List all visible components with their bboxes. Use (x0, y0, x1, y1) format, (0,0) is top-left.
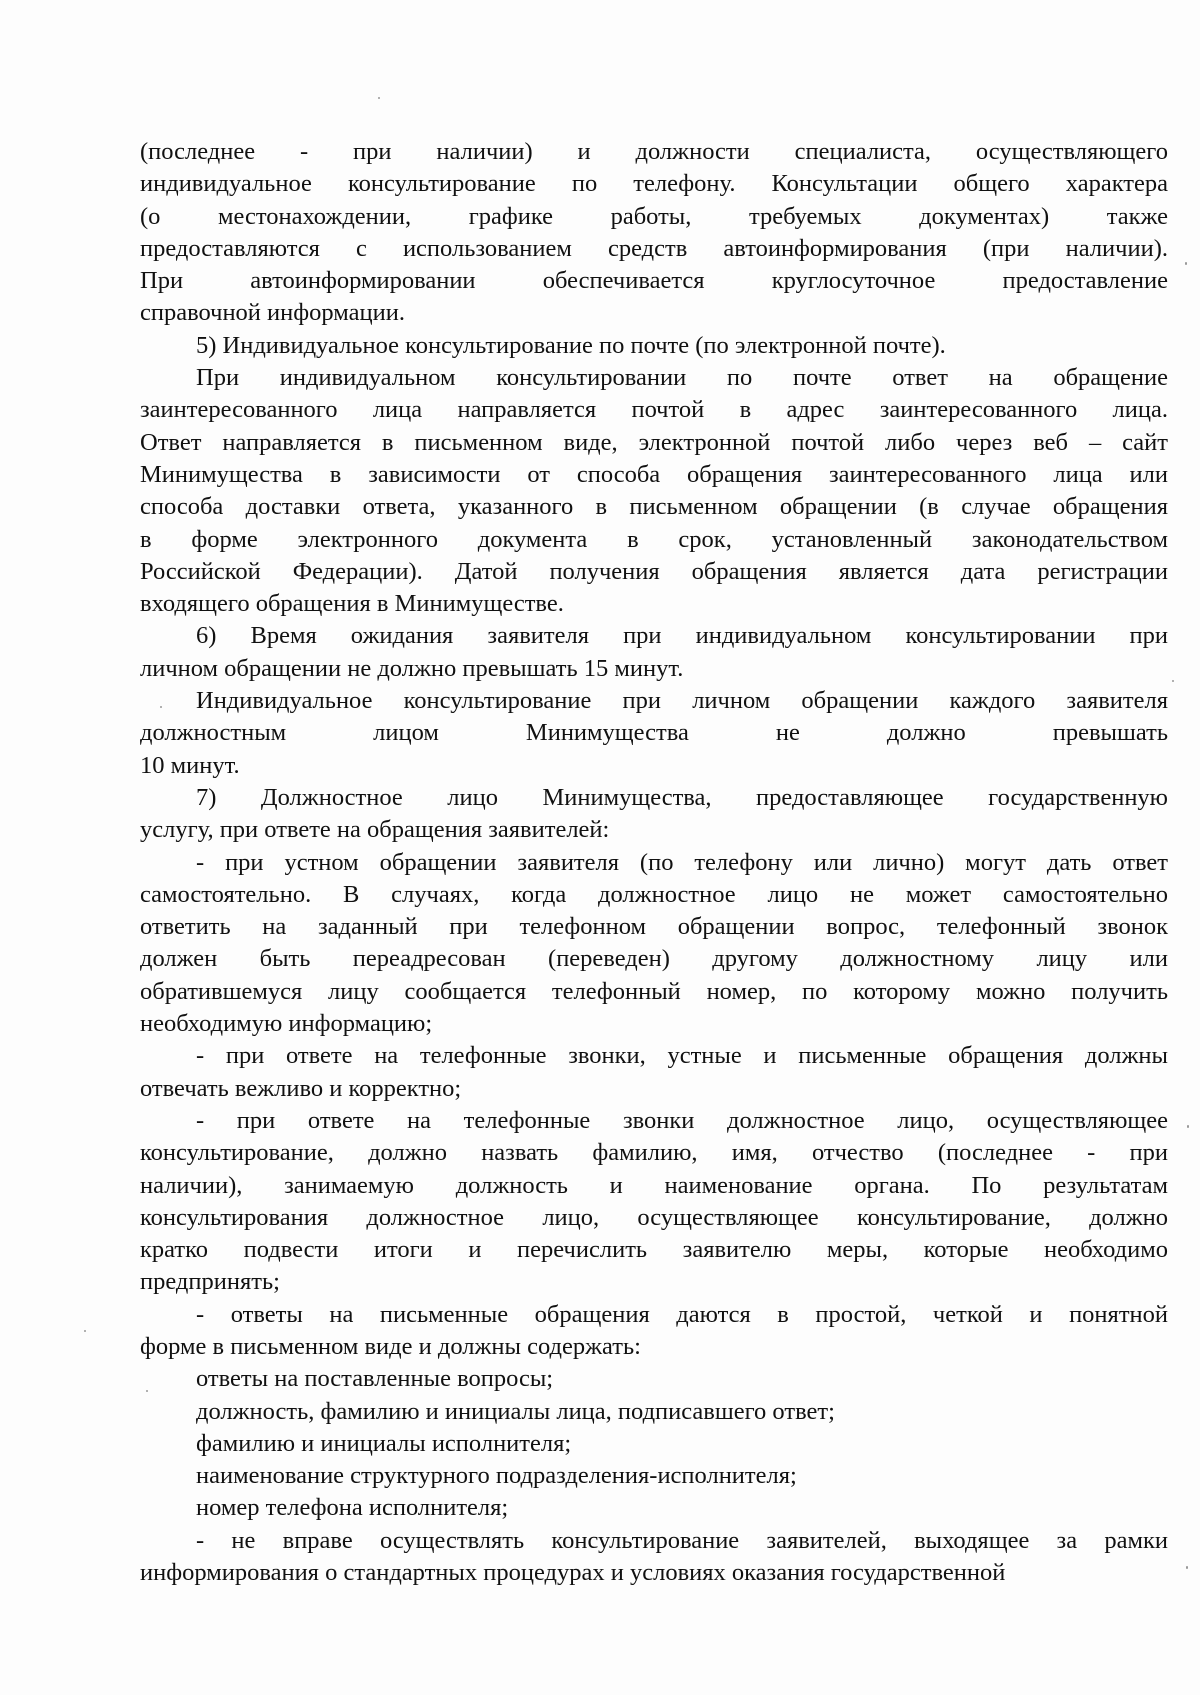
scan-speck (378, 97, 380, 99)
text-line: При индивидуальном консультировании по почте ответ на обращение (196, 364, 1168, 392)
text-line: заинтересованного лица направляется почтой в адрес заинтересованного лица. (140, 396, 1168, 424)
text-line: наличии), занимаемую должность и наименование органа. По результатам (140, 1171, 1168, 1199)
paragraph-p11 (140, 1363, 1168, 1395)
paragraph-p7 (140, 847, 1168, 1041)
paragraph-p14 (140, 1460, 1168, 1492)
text-line: фамилию и инициалы исполнителя; (196, 1429, 572, 1457)
text-line: Российской Федерации). Датой получения обращения является дата регистрации (140, 557, 1168, 585)
text-line: (последнее - при наличии) и должности специалиста, осуществляющего (140, 138, 1168, 165)
text-line: индивидуальное консультирование по телефону. Консультации общего характера (140, 170, 1168, 198)
text-line: наименование структурного подразделения-исполнителя; (196, 1462, 797, 1490)
text-line: кратко подвести итоги и перечислить заявителю меры, которые необходимо (140, 1236, 1168, 1264)
text-line: должность, фамилию и инициалы лица, подписавшего ответ; (196, 1397, 835, 1425)
text-line: - не вправе осуществлять консультирование заявителей, выходящее за рамки (196, 1526, 1168, 1554)
text-line: номер телефона исполнителя; (196, 1494, 509, 1522)
text-line: информирования о стандартных процедурах и условиях оказания государственной (140, 1559, 1006, 1587)
text-line: Индивидуальное консультирование при личном обращении каждого заявителя (196, 687, 1168, 715)
text-line: Минимущества в зависимости от способа обращения заинтересованного лица или (140, 460, 1168, 488)
text-line: обратившемуся лицу сообщается телефонный номер, по которому можно получить (140, 977, 1168, 1005)
scan-speck (1187, 1125, 1189, 1128)
paragraph-p16 (140, 1525, 1168, 1590)
text-line: При автоинформировании обеспечивается круглосуточное предоставление (140, 267, 1168, 295)
text-line: Ответ направляется в письменном виде, электронной почтой либо через веб – сайт (140, 428, 1168, 456)
text-line: в форме электронного документа в срок, установленный законодательством (140, 525, 1168, 553)
text-line: необходимую информацию; (140, 1010, 433, 1038)
text-line: - при ответе на телефонные звонки должностное лицо, осуществляющее (196, 1106, 1168, 1134)
text-line: - при устном обращении заявителя (по телефону или лично) могут дать ответ (196, 848, 1168, 876)
paragraph-p12 (140, 1396, 1168, 1428)
text-line: - ответы на письменные обращения даются в простой, четкой и понятной (196, 1300, 1168, 1328)
paragraph-p9 (140, 1105, 1168, 1299)
text-line: должен быть переадресован (переведен) другому должностному лицу или (140, 945, 1168, 973)
text-line: отвечать вежливо и корректно; (140, 1074, 462, 1102)
paragraph-p8 (140, 1040, 1168, 1105)
text-line: консультирование, должно назвать фамилию, имя, отчество (последнее - при (140, 1139, 1168, 1167)
text-line: личном обращении не должно превышать 15 минут. (140, 654, 684, 682)
text-line: (о местонахождении, графике работы, требуемых документах) также (140, 202, 1168, 230)
text-line: 7) Должностное лицо Минимущества, предоставляющее государственную (196, 783, 1168, 811)
text-line: ответить на заданный при телефонном обращении вопрос, телефонный звонок (140, 913, 1168, 941)
text-line: самостоятельно. В случаях, когда должностное лицо не может самостоятельно (140, 880, 1168, 908)
paragraph-p10 (140, 1299, 1168, 1364)
paragraph-p13 (140, 1428, 1168, 1460)
text-line: справочной информации. (140, 299, 405, 327)
document-body (140, 136, 1168, 1589)
text-line: предоставляются с использованием средств автоинформирования (при наличии). (140, 234, 1168, 262)
text-line: ответы на поставленные вопросы; (196, 1365, 554, 1393)
paragraph-p15 (140, 1492, 1168, 1524)
scan-speck (1186, 1566, 1188, 1569)
scan-speck (84, 1330, 86, 1332)
text-line: входящего обращения в Минимуществе. (140, 590, 564, 618)
scan-speck (1185, 262, 1187, 265)
paragraph-p4 (140, 620, 1168, 685)
paragraph-p1 (140, 136, 1168, 330)
paragraph-p2 (140, 330, 1168, 362)
text-line: способа доставки ответа, указанного в письменном обращении (в случае обращения (140, 493, 1168, 521)
paragraph-p5 (140, 685, 1168, 782)
text-line: услугу, при ответе на обращения заявителей: (140, 816, 610, 844)
scan-speck (1172, 680, 1174, 682)
text-line: форме в письменном виде и должны содержать: (140, 1332, 641, 1360)
text-line: 10 минут. (140, 751, 240, 779)
text-line: - при ответе на телефонные звонки, устные и письменные обращения должны (196, 1042, 1168, 1070)
text-line: 6) Время ожидания заявителя при индивидуальном консультировании при (196, 622, 1168, 650)
paragraph-p6 (140, 782, 1168, 847)
paragraph-p3 (140, 362, 1168, 620)
text-line: консультирования должностное лицо, осуществляющее консультирование, должно (140, 1203, 1168, 1231)
text-line: должностным лицом Минимущества не должно превышать (140, 719, 1168, 747)
text-line: предпринять; (140, 1268, 280, 1296)
text-line: 5) Индивидуальное консультирование по почте (по электронной почте). (196, 331, 946, 359)
